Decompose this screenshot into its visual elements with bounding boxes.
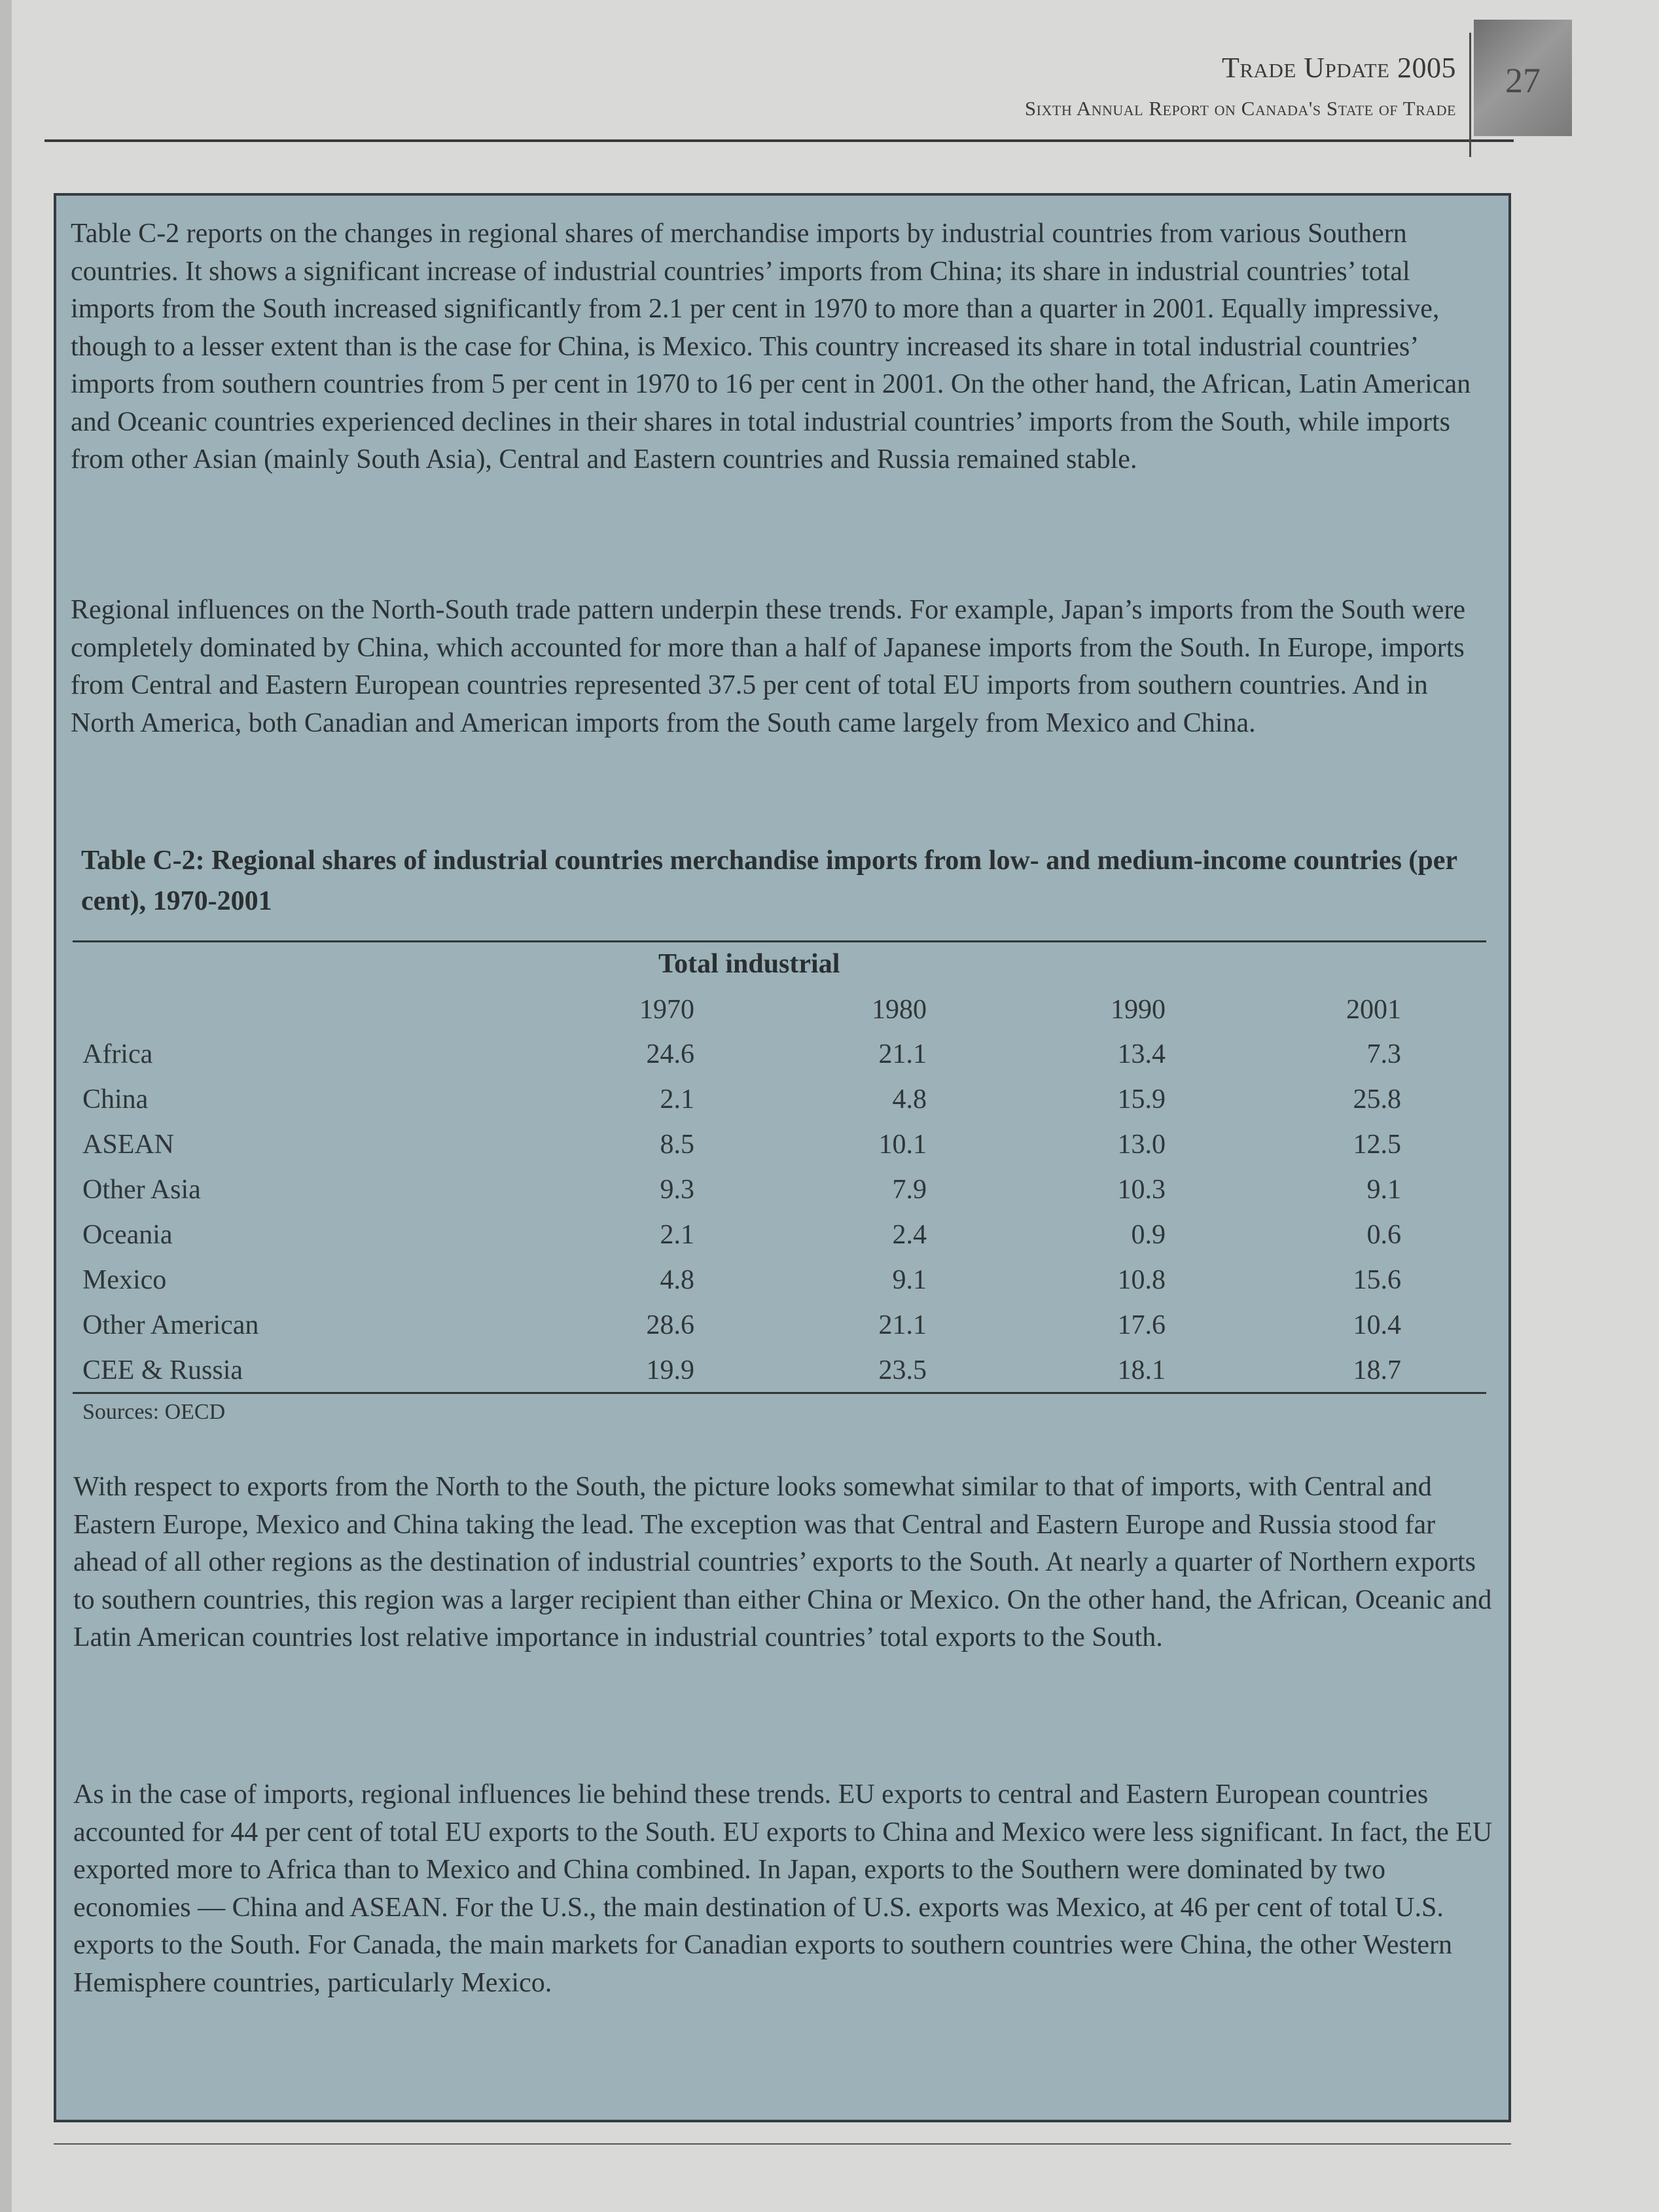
- page-number-tab: [1474, 20, 1572, 136]
- header-vertical-rule: [1469, 33, 1471, 157]
- table-cell: 8.5: [660, 1130, 694, 1160]
- row-label: Other Asia: [82, 1175, 201, 1205]
- table-cell: 0.6: [1366, 1220, 1401, 1250]
- table-cell: 21.1: [878, 1039, 927, 1069]
- table-bottom-rule: [73, 1392, 1486, 1394]
- table-cell: 7.3: [1366, 1039, 1401, 1069]
- paragraph-3: With respect to exports from the North to the South, the picture looks somewhat similar to that of imports, with Central and Eastern Europe, Mexico and China taking the lead. The exception was that Central and Eastern Europe and Russia stood far ahead of all other regions as the destination of industrial countries’ exports to the South. At nearly a quarter of Northern exports to southern countries, this region was a larger recipient than either China or Mexico. On the other hand, the African, Oceanic and Latin American countries lost relative importance in industrial countries’ total exports to the South.: [73, 1472, 1492, 1652]
- table-top-rule: [73, 940, 1486, 942]
- row-label: China: [82, 1084, 149, 1115]
- page-edge-shadow: [0, 0, 12, 2212]
- table-cell: 9.1: [1366, 1175, 1401, 1205]
- year-header-2001: 2001: [1346, 995, 1401, 1025]
- table-cell: 17.6: [1117, 1310, 1166, 1340]
- paragraph-4: As in the case of imports, regional influences lie behind these trends. EU exports to central and Eastern European countries accounted for 44 per cent of total EU exports to the South. EU exports to China and Mexico were less significant. In fact, the EU exported more to Africa than to Mexico and China combined. In Japan, exports to the Southern were dominated by two economies — China and ASEAN. For the U.S., the main destination of U.S. exports was Mexico, at 46 per cent of total U.S. exports to the South. For Canada, the main markets for Canadian exports to southern countries were China, the other Western Hemisphere countries, particularly Mexico.: [73, 1779, 1493, 1998]
- row-label: ASEAN: [82, 1130, 175, 1160]
- table-cell: 13.0: [1117, 1130, 1166, 1160]
- table-group-header: Total industrial: [658, 949, 840, 979]
- table-cell: 2.1: [660, 1220, 694, 1250]
- year-header-1980: 1980: [872, 995, 927, 1025]
- running-header-title: Trade Update 2005: [1222, 52, 1456, 84]
- header-rule: [45, 139, 1514, 142]
- table-cell: 9.3: [660, 1175, 694, 1205]
- row-label: CEE & Russia: [82, 1355, 243, 1385]
- year-header-1970: 1970: [639, 995, 694, 1025]
- paragraph-2: Regional influences on the North-South trade pattern underpin these trends. For example, Japan’s imports from the South were completely dominated by China, which accounted for more than a half of Japanese imports from the South. In Europe, imports from Central and Eastern European countries represented 37.5 per cent of total EU imports from southern countries. And in North America, both Canadian and American imports from the South came largely from Mexico and China.: [71, 595, 1465, 738]
- table-cell: 18.1: [1117, 1355, 1166, 1385]
- table-cell: 10.8: [1117, 1265, 1166, 1295]
- running-header-subtitle: Sixth Annual Report on Canada's State of Trade: [1024, 97, 1456, 120]
- table-cell: 7.9: [892, 1175, 927, 1205]
- table-cell: 10.4: [1353, 1310, 1401, 1340]
- table-cell: 0.9: [1131, 1220, 1166, 1250]
- row-label: Mexico: [82, 1265, 167, 1295]
- table-cell: 28.6: [646, 1310, 694, 1340]
- table-cell: 21.1: [878, 1310, 927, 1340]
- table-cell: 15.6: [1353, 1265, 1401, 1295]
- table-cell: 23.5: [878, 1355, 927, 1385]
- content-panel: [54, 193, 1511, 2122]
- table-cell: 25.8: [1353, 1084, 1401, 1115]
- row-label: Africa: [82, 1039, 153, 1069]
- table-cell: 2.1: [660, 1084, 694, 1115]
- table-cell: 19.9: [646, 1355, 694, 1385]
- row-label: Other American: [82, 1310, 259, 1340]
- paragraph-1: Table C-2 reports on the changes in regional shares of merchandise imports by industrial countries from various Southern countries. It shows a significant increase of industrial countries’ imports from China; its share in industrial countries’ total imports from the South increased significantly from 2.1 per cent in 1970 to more than a quarter in 2001. Equally impressive, though to a lesser extent than is the case for China, is Mexico. This country increased its share in total industrial countries’ imports from southern countries from 5 per cent in 1970 to 16 per cent in 2001. On the other hand, the African, Latin American and Oceanic countries experienced declines in their shares in total industrial countries’ imports from the South, while imports from other Asian (mainly South Asia), Central and Eastern countries and Russia remained stable.: [71, 219, 1471, 474]
- table-cell: 12.5: [1353, 1130, 1401, 1160]
- row-label: Oceania: [82, 1220, 173, 1250]
- year-header-1990: 1990: [1111, 995, 1166, 1025]
- table-cell: 2.4: [892, 1220, 927, 1250]
- table-cell: 10.3: [1117, 1175, 1166, 1205]
- footer-rule: [54, 2143, 1511, 2145]
- table-cell: 4.8: [892, 1084, 927, 1115]
- table-cell: 10.1: [878, 1130, 927, 1160]
- table-cell: 24.6: [646, 1039, 694, 1069]
- table-cell: 18.7: [1353, 1355, 1401, 1385]
- table-cell: 9.1: [892, 1265, 927, 1295]
- table-cell: 4.8: [660, 1265, 694, 1295]
- table-title: Table C-2: Regional shares of industrial countries merchandise imports from low- and medium-income countries (per cent), 1970-2001: [81, 846, 1457, 916]
- table-cell: 15.9: [1117, 1084, 1166, 1115]
- page-number: 27: [1505, 61, 1541, 100]
- table-cell: 13.4: [1117, 1039, 1166, 1069]
- table-source-note: Sources: OECD: [82, 1400, 226, 1424]
